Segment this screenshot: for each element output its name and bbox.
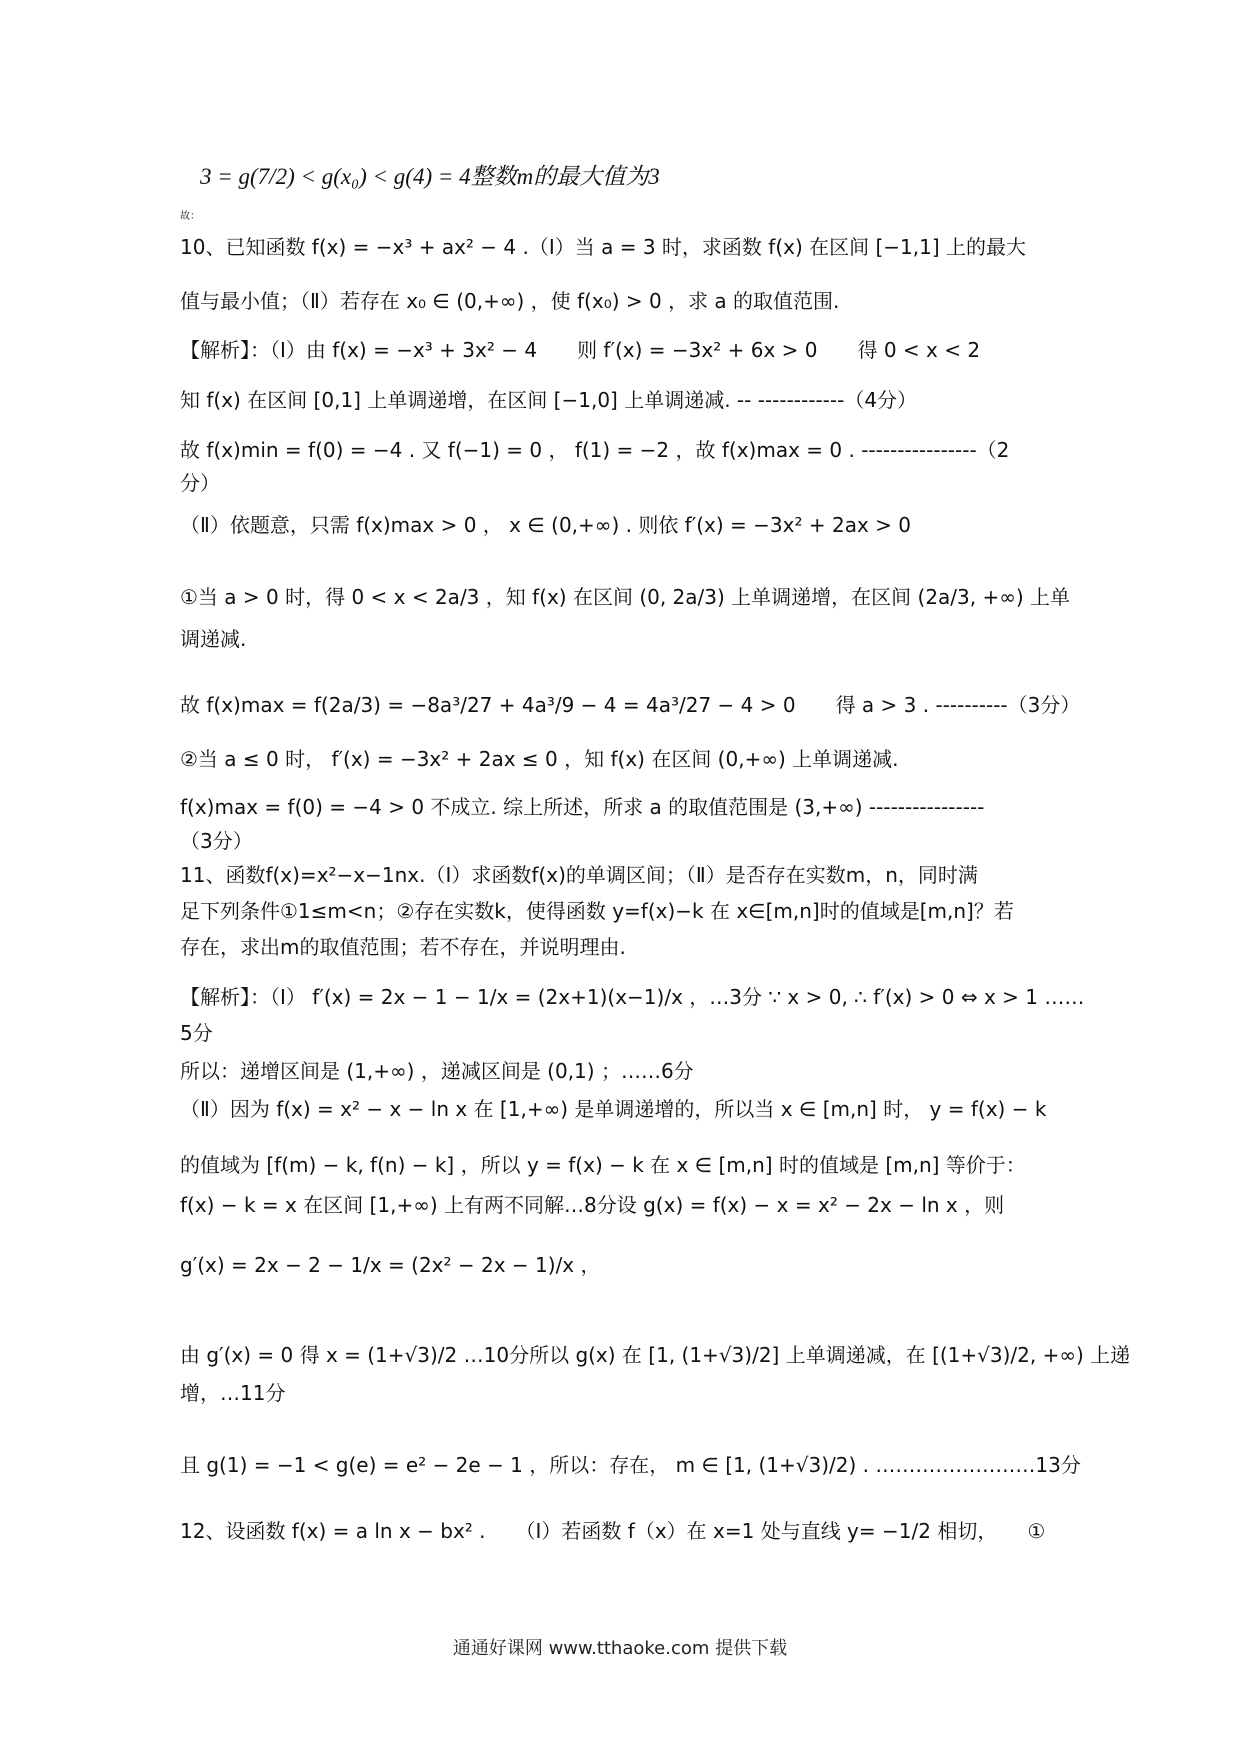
text-line-l24: f(x) − k = x 在区间 [1,+∞) 上有两不同解…8分设 g(x) = f(x) − x = x² − 2x − ln x ，则 <box>180 1193 1005 1217</box>
text-line-l19: 【解析】：（Ⅰ） f′(x) = 2x − 1 − 1/x = (2x+1)(x−1)/x ，…3分 ∵ x > 0, ∴ f′(x) > 0 ⇔ x > 1 …… <box>180 985 1085 1009</box>
text-line-l29: 12、设函数 f(x) = a ln x − bx² . （Ⅰ）若函数 f（x）在 x=1 处与直线 y= −1/2 相切， ① <box>180 1519 1046 1543</box>
text-line-l28: 且 g(1) = −1 < g(e) = e² − 2e − 1 ，所以：存在， m ∈ [1, (1+√3)/2) . ……………………13分 <box>180 1453 1081 1477</box>
text-line-l21: 所以：递增区间是 (1,+∞) ，递减区间是 (0,1) ；……6分 <box>180 1059 694 1083</box>
text-line-l12: 故 f(x)max = f(2a/3) = −8a³/27 + 4a³/9 − 4 = 4a³/27 − 4 > 0 得 a > 3 . ----------（3分） <box>180 693 1081 717</box>
text-line-l09: （Ⅱ）依题意，只需 f(x)max > 0 ， x ∈ (0,+∞) . 则依 f′(x) = −3x² + 2ax > 0 <box>180 513 911 537</box>
text-line-l16: 11、函数f(x)=x²−x−1nx.（Ⅰ）求函数f(x)的单调区间；（Ⅱ）是否存在实数m，n，同时满 <box>180 863 978 887</box>
text-line-l03: 10、已知函数 f(x) = −x³ + ax² − 4 .（Ⅰ）当 a = 3 时，求函数 f(x) 在区间 [−1,1] 上的最大 <box>180 235 1027 259</box>
text-line-l27: 增，…11分 <box>180 1381 286 1405</box>
text-line-l10: ①当 a > 0 时，得 0 < x < 2a/3 ，知 f(x) 在区间 (0, 2a/3) 上单调递增，在区间 (2a/3, +∞) 上单 <box>180 585 1071 609</box>
page-footer: 通通好课网 www.tthaoke.com 提供下载 <box>452 1638 788 1659</box>
text-line-l11: 调递减. <box>180 627 247 651</box>
text-line-l26: 由 g′(x) = 0 得 x = (1+√3)/2 …10分所以 g(x) 在 [1, (1+√3)/2] 上单调递减，在 [(1+√3)/2, +∞) 上递 <box>180 1343 1131 1367</box>
text-line-l23: 的值域为 [f(m) − k, f(n) − k] ，所以 y = f(x) − k 在 x ∈ [m,n] 时的值域是 [m,n] 等价于： <box>180 1153 1026 1177</box>
text-line-l05: 【解析】：（Ⅰ）由 f(x) = −x³ + 3x² − 4 则 f′(x) = −3x² + 6x > 0 得 0 < x < 2 <box>180 338 981 362</box>
text-line-l20: 5分 <box>180 1021 213 1045</box>
text-line-l01: 3 = g(7/2) < g(x₀) < g(4) = 4整数m的最大值为3 <box>200 164 660 189</box>
text-line-l17: 足下列条件①1≤m<n；②存在实数k，使得函数 y=f(x)−k 在 x∈[m,n]时的值域是[m,n]？若 <box>180 899 1014 923</box>
text-line-l08: 分） <box>180 471 220 495</box>
text-line-l13: ②当 a ≤ 0 时， f′(x) = −3x² + 2ax ≤ 0 ，知 f(x) 在区间 (0,+∞) 上单调递减. <box>180 747 899 771</box>
text-line-l04: 值与最小值；（Ⅱ）若存在 x₀ ∈ (0,+∞) ，使 f(x₀) > 0 ，求 a 的取值范围. <box>180 289 840 313</box>
text-line-l25: g′(x) = 2x − 2 − 1/x = (2x² − 2x − 1)/x ， <box>180 1253 601 1277</box>
text-line-l06: 知 f(x) 在区间 [0,1] 上单调递增，在区间 [−1,0] 上单调递减. -- ------------（4分） <box>180 388 918 412</box>
text-line-l02: 故： <box>180 211 200 222</box>
text-line-l14: f(x)max = f(0) = −4 > 0 不成立. 综上所述，所求 a 的取值范围是 (3,+∞) ---------------- <box>180 795 985 819</box>
text-line-l18: 存在，求出m的取值范围；若不存在，并说明理由. <box>180 935 626 959</box>
text-line-l22: （Ⅱ）因为 f(x) = x² − x − ln x 在 [1,+∞) 是单调递增的，所以当 x ∈ [m,n] 时， y = f(x) − k <box>180 1097 1047 1121</box>
text-line-l07: 故 f(x)min = f(0) = −4 . 又 f(−1) = 0 ， f(1) = −2 ，故 f(x)max = 0 . ----------------（2 <box>180 438 1010 462</box>
text-line-l15: （3分） <box>180 829 253 853</box>
